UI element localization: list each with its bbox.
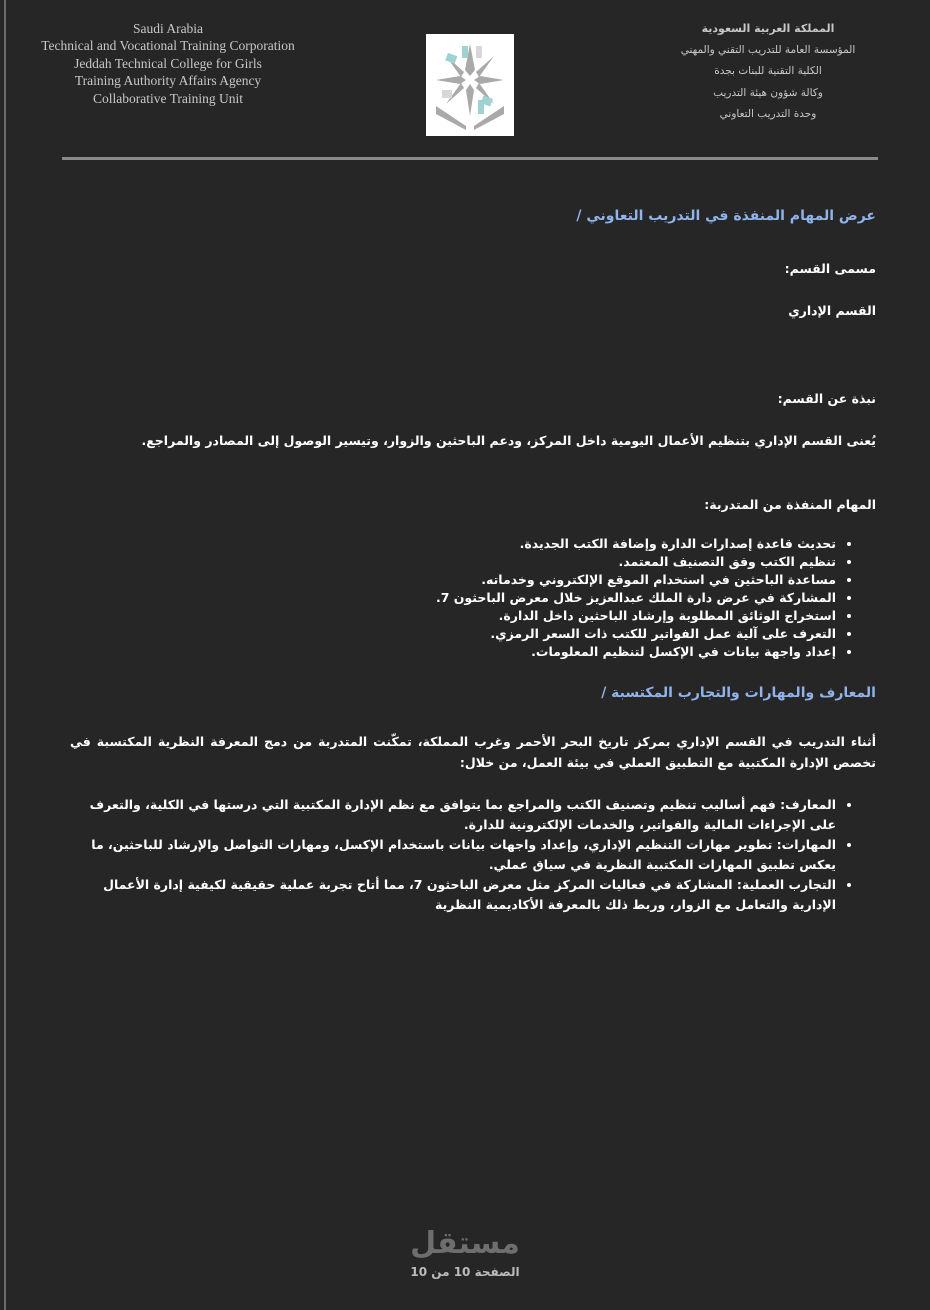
list-item: • المعارف: فهم أساليب تنظيم وتصنيف الكتب والمراجع بما يتوافق مع نظم الإدارة المكتبية التي درستها في الكلية، والتعرف على الإجراءات المالية والفواتير، والخدمات الإلكترونية للدارة. (60, 795, 836, 835)
header-line: المملكة العربية السعودية (701, 22, 835, 35)
skills-list (60, 795, 876, 915)
department-value: القسم الإداري (788, 303, 876, 318)
list-item: • التعرف على آلية عمل الفواتير للكتب ذات السعر الرمزي. (70, 625, 836, 643)
header-arabic (658, 18, 878, 126)
header-line: وكالة شؤون هيئة التدريب (713, 86, 823, 99)
header-line: Jeddah Technical College for Girls (74, 55, 262, 71)
page-border (4, 0, 6, 1310)
tasks-list (70, 535, 876, 661)
section-title: المعارف والمهارات والتجارب المكتسبة / (601, 685, 876, 701)
footer (380, 1226, 550, 1280)
intro-paragraph: أثناء التدريب في القسم الإداري بمركز تاريخ البحر الأحمر وغرب المملكة، تمكّنت المتدربة من دمج المعرفة النظرية المكتسبة في تخصص الإدارة المكتبية مع التطبيق العملي في بيئة العمل، من خلال: (70, 734, 876, 770)
header-line: Training Authority Affairs Agency (74, 73, 262, 89)
document-body (60, 206, 876, 915)
tvtc-logo (426, 34, 514, 136)
list-item: • إعداد واجهة بيانات في الإكسل لتنظيم المعلومات. (70, 643, 836, 661)
list-item: • المشاركة في عرض دارة الملك عبدالعزيز خلال معرض الباحثون 7. (70, 589, 836, 607)
watermark-logo: مستقل (410, 1226, 520, 1261)
header-divider (62, 157, 878, 160)
section-title: عرض المهام المنفذة في التدريب التعاوني / (576, 208, 876, 224)
list-item: • تنظيم الكتب وفق التصنيف المعتمد. (70, 553, 836, 571)
page-number: الصفحة 10 من 10 (410, 1265, 520, 1279)
list-item: • استخراج الوثائق المطلوبة وإرشاد الباحثين داخل الدارة. (70, 607, 836, 625)
list-item: • المهارات: تطوير مهارات التنظيم الإداري، وإعداد واجهات بيانات باستخدام الإكسل، ومهارات التواصل والإرشاد للباحثين، ما يعكس تطبيق المهارات المكتبية النظرية في سياق عملي. (60, 835, 836, 875)
header-line: المؤسسة العامة للتدريب التقني والمهني (680, 43, 856, 56)
header-line: الكلية التقنية للبنات بجدة (714, 65, 822, 77)
header-line: Collaborative Training Unit (93, 90, 243, 106)
tasks-label: المهام المنفذة من المتدربة: (704, 497, 876, 512)
list-item: • مساعدة الباحثين في استخدام الموقع الإلكتروني وخدماته. (70, 571, 836, 589)
about-label: نبذة عن القسم: (777, 391, 876, 406)
department-label: مسمى القسم: (784, 261, 876, 276)
list-item: • تحديث قاعدة إصدارات الدارة وإضافة الكتب الجديدة. (70, 535, 836, 553)
header-line: Technical and Vocational Training Corporation (41, 38, 295, 54)
list-item: • التجارب العملية: المشاركة في فعاليات المركز مثل معرض الباحثون 7، مما أتاح تجربة عملية حقيقية لكيفية إدارة الأعمال الإدارية والتعامل مع الزوار، وربط ذلك بالمعرفة الأكاديمية النظرية (60, 875, 836, 915)
header-line: Saudi Arabia (132, 21, 204, 36)
about-text: يُعنى القسم الإداري بتنظيم الأعمال اليومية داخل المركز، ودعم الباحثين والزوار، وتيسير الوصول إلى المصادر والمراجع. (141, 433, 876, 448)
header-line: وحدة التدريب التعاوني (719, 108, 817, 120)
header-english (28, 20, 308, 107)
